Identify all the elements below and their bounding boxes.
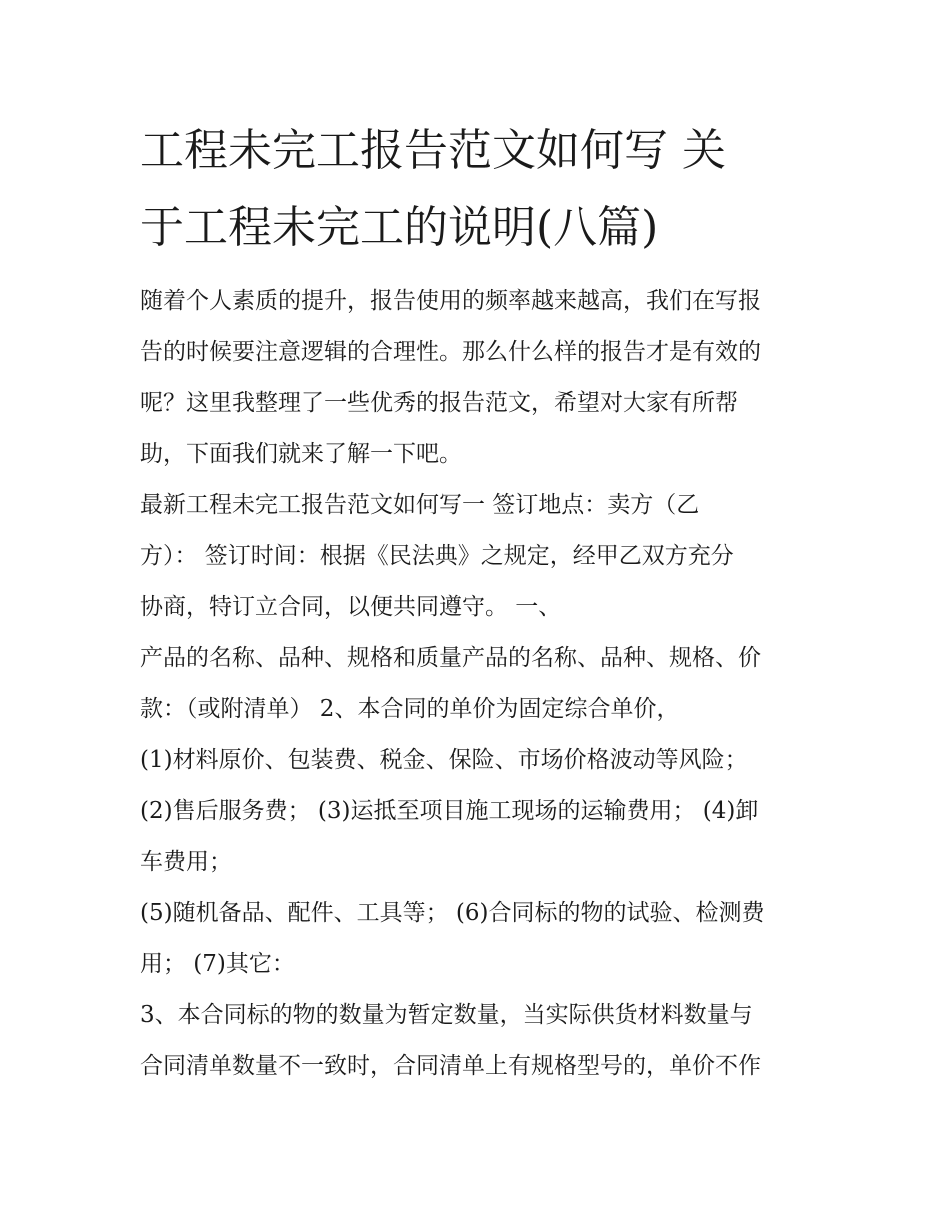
- body-line: 合同清单数量不一致时，合同清单上有规格型号的，单价不作: [140, 1053, 761, 1079]
- title-line-1: 工程未完工报告范文如何写 关: [140, 125, 726, 176]
- body-line: 呢？这里我整理了一些优秀的报告范文，希望对大家有所帮: [140, 390, 738, 416]
- body-line: 方）： 签订时间：根据《民法典》之规定，经甲乙双方充分: [140, 543, 734, 569]
- body-line: (5)随机备品、配件、工具等； (6)合同标的物的试验、检测费: [140, 900, 765, 926]
- body-line: 最新工程未完工报告范文如何写一 签订地点：卖方（乙: [140, 492, 700, 518]
- body-line: 车费用；: [140, 849, 232, 875]
- body-line: 助，下面我们就来了解一下吧。: [140, 441, 462, 467]
- body-line: 用； (7)其它：: [140, 951, 295, 977]
- body-line: 产品的名称、品种、规格和质量产品的名称、品种、规格、价: [140, 645, 761, 671]
- body-line: 告的时候要注意逻辑的合理性。那么什么样的报告才是有效的: [140, 339, 761, 365]
- body-line: 款：（或附清单） 2、本合同的单价为固定综合单价，: [140, 696, 680, 722]
- body-line: (1)材料原价、包装费、税金、保险、市场价格波动等风险；: [140, 747, 748, 773]
- body-line: 随着个人素质的提升，报告使用的频率越来越高，我们在写报: [140, 288, 761, 314]
- body-line: 3、本合同标的物的数量为暂定数量，当实际供货材料数量与: [140, 1002, 753, 1028]
- document-title: [140, 112, 820, 266]
- body-line: 协商，特订立合同，以便共同遵守。 一、: [140, 594, 562, 620]
- document-body: [140, 276, 820, 1092]
- title-line-2: 于工程未完工的说明(八篇): [140, 202, 659, 253]
- body-line: (2)售后服务费； (3)运抵至项目施工现场的运输费用； (4)卸: [140, 798, 759, 824]
